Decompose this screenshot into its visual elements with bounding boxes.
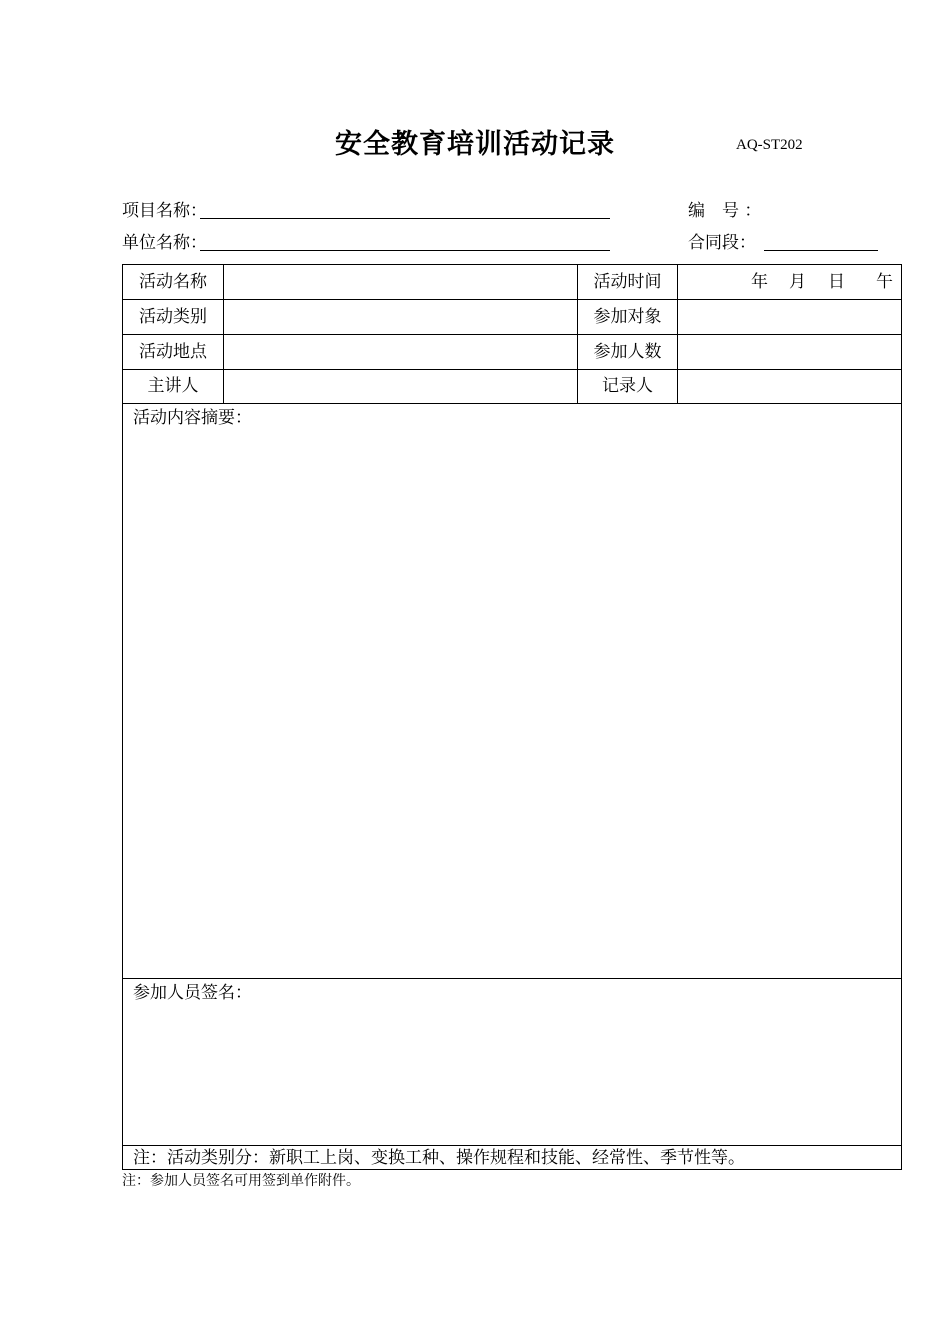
noon-unit: 午 bbox=[876, 272, 893, 292]
contract-field[interactable] bbox=[764, 250, 878, 251]
page-title: 安全教育培训活动记录 bbox=[335, 129, 615, 160]
unit-name-field[interactable] bbox=[200, 250, 610, 251]
activity-time-field[interactable] bbox=[678, 265, 902, 299]
year-unit: 年 bbox=[751, 272, 768, 292]
project-name-field[interactable] bbox=[200, 218, 610, 219]
day-unit: 日 bbox=[828, 272, 845, 292]
lecturer-label: 主讲人 bbox=[147, 376, 199, 396]
unit-name-label: 单位名称： bbox=[122, 233, 207, 253]
table-rule bbox=[123, 403, 901, 404]
activity-type-field[interactable] bbox=[224, 300, 576, 334]
activity-type-note: 注：活动类别分：新职工上岗、变换工种、操作规程和技能、经常性、季节性等。 bbox=[133, 1148, 745, 1168]
activity-location-field[interactable] bbox=[224, 335, 576, 369]
summary-label: 活动内容摘要： bbox=[133, 408, 252, 428]
project-name-label: 项目名称： bbox=[122, 201, 207, 221]
contract-label: 合同段： bbox=[688, 233, 756, 253]
recorder-label: 记录人 bbox=[602, 376, 653, 396]
participant-count-label: 参加人数 bbox=[593, 342, 662, 362]
participants-field[interactable] bbox=[678, 300, 902, 334]
number-label: 编 号 ： bbox=[688, 201, 762, 221]
recorder-field[interactable] bbox=[678, 369, 902, 403]
participants-label: 参加对象 bbox=[593, 307, 662, 327]
activity-type-label: 活动类别 bbox=[139, 307, 207, 327]
month-unit: 月 bbox=[789, 272, 806, 292]
signature-label: 参加人员签名： bbox=[133, 983, 252, 1003]
activity-time-label: 活动时间 bbox=[593, 272, 662, 292]
form-code: AQ-ST202 bbox=[736, 137, 803, 153]
activity-location-label: 活动地点 bbox=[139, 342, 207, 362]
summary-area[interactable] bbox=[123, 431, 901, 976]
participant-count-field[interactable] bbox=[678, 335, 902, 369]
signature-area[interactable] bbox=[123, 1006, 901, 1143]
table-rule bbox=[123, 978, 901, 979]
lecturer-field[interactable] bbox=[224, 369, 576, 403]
footer-note: 注：参加人员签名可用签到单作附件。 bbox=[122, 1173, 360, 1189]
activity-name-label: 活动名称 bbox=[139, 272, 207, 292]
record-table bbox=[122, 264, 902, 1170]
table-rule bbox=[123, 1145, 901, 1146]
activity-name-field[interactable] bbox=[224, 265, 576, 299]
